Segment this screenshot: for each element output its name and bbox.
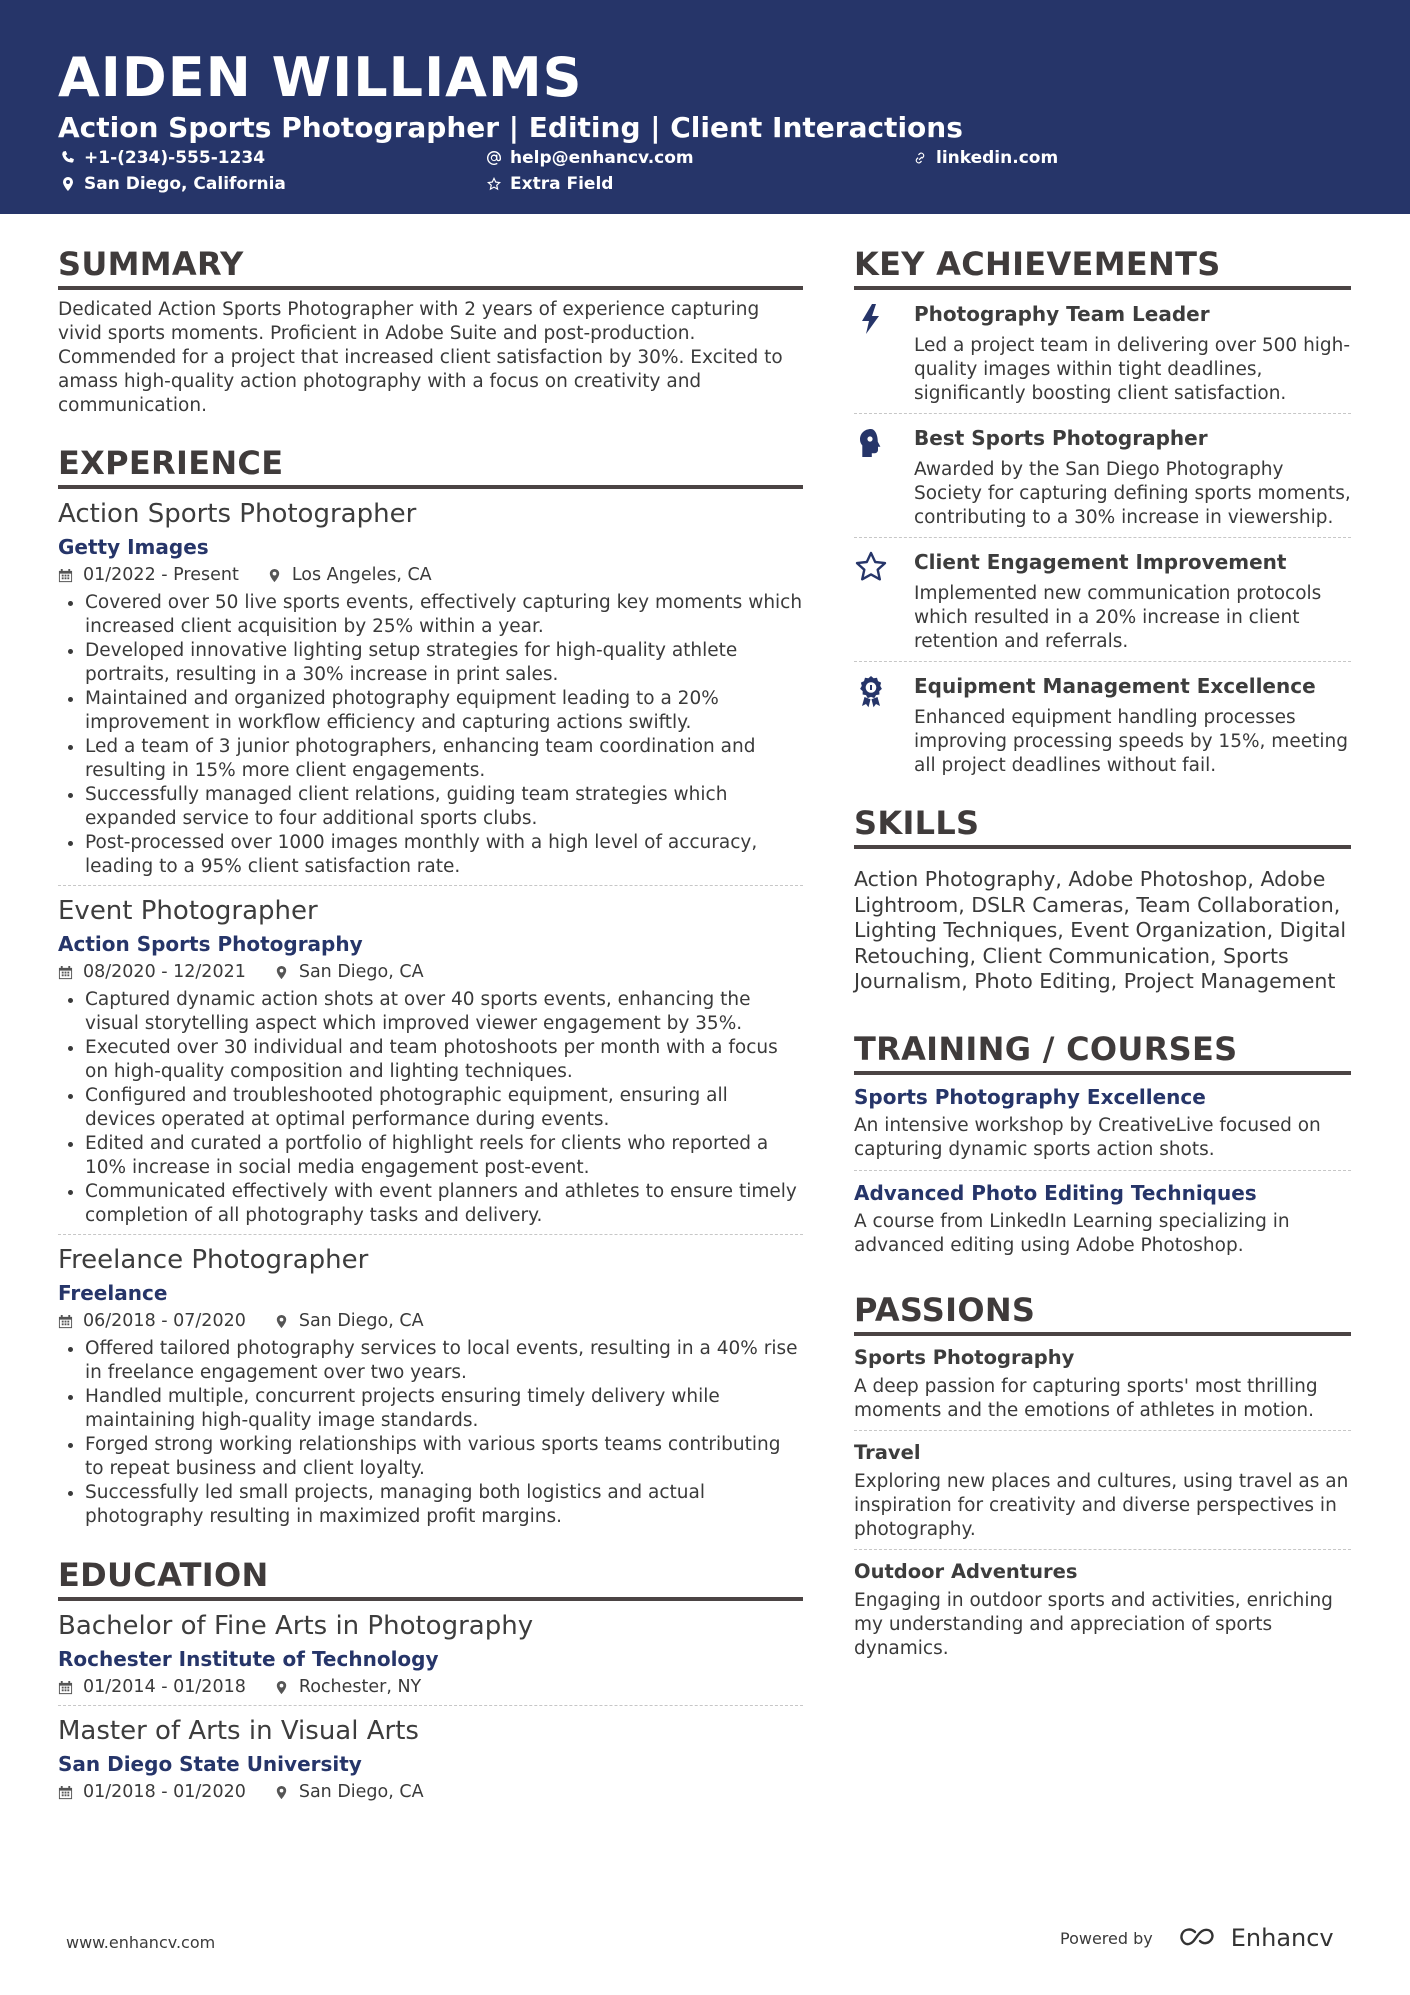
training-section — [854, 1029, 1351, 1266]
course-title: Sports Photography Excellence — [854, 1084, 1206, 1109]
experience-heading: EXPERIENCE — [58, 443, 803, 489]
job-dates: 06/2018 - 07/2020 — [83, 1311, 246, 1331]
phone-text: +1-(234)-555-1234 — [84, 148, 266, 168]
job-meta — [58, 1309, 803, 1333]
passion-description: Engaging in outdoor sports and activities, enriching my understanding and appreciation of sports dynamics. — [854, 1589, 1333, 1659]
email-text: help@enhancv.com — [510, 148, 694, 168]
job-meta — [58, 960, 803, 984]
company-name: Freelance — [58, 1281, 168, 1305]
job-location — [274, 1309, 424, 1333]
bullet-item: • Covered over 50 live sports events, effectively capturing key moments which increased client acquisition by 25% within a year. — [85, 591, 803, 639]
location-pin-icon — [267, 568, 282, 583]
education-location — [274, 1780, 424, 1804]
link-icon — [912, 150, 928, 166]
left-column — [58, 244, 803, 1810]
bullet-item: • Post-processed over 1000 images monthly with a high level of accuracy, leading to a 95% client satisfaction rate. — [85, 831, 803, 879]
passion-description: Exploring new places and cultures, using travel as an inspiration for creativity and diverse perspectives in photography. — [854, 1470, 1349, 1540]
resume-header — [0, 0, 1410, 214]
course-title: Advanced Photo Editing Techniques — [854, 1180, 1257, 1205]
achievement-description: Led a project team in delivering over 500 high-quality images within tight deadlines, significantly boosting client satisfaction. — [914, 335, 1351, 404]
at-sign-icon — [486, 150, 502, 166]
job-bullets — [58, 1337, 803, 1529]
course-item — [854, 1075, 1351, 1171]
training-heading: TRAINING / COURSES — [854, 1029, 1351, 1075]
bullet-item: • Communicated effectively with event planners and athletes to ensure timely completion of all photography tasks and delivery. — [85, 1180, 803, 1228]
education-location — [274, 1675, 421, 1699]
achievement-item — [854, 290, 1351, 414]
contact-email[interactable] — [486, 147, 694, 169]
education-heading: EDUCATION — [58, 1555, 803, 1601]
star-icon — [854, 548, 914, 654]
passion-item — [854, 1550, 1351, 1668]
calendar-icon — [58, 568, 73, 583]
right-column — [854, 244, 1351, 1668]
achievement-item — [854, 538, 1351, 662]
job-bullets — [58, 988, 803, 1228]
summary-text: Dedicated Action Sports Photographer with 2 years of experience capturing vivid sports moments. Proficient in Adobe Suite and post-production. Commended for a project that increased client satisfaction by 30%. Excited to amass high-quality action photography with a focus on creativity and communication. — [58, 299, 783, 416]
bullet-item: • Captured dynamic action shots at over 40 sports events, enhancing the visual storytelling aspect which improved viewer engagement by 35%. — [85, 988, 803, 1036]
location-text: San Diego, California — [84, 174, 286, 194]
star-outline-icon — [486, 176, 502, 192]
job-bullets — [58, 591, 803, 879]
candidate-name: AIDEN WILLIAMS — [58, 46, 583, 109]
footer-website-link[interactable]: www.enhancv.com — [66, 1933, 216, 1952]
bullet-item: • Edited and curated a portfolio of highlight reels for clients who reported a 10% increase in social media engagement post-event. — [85, 1132, 803, 1180]
job-location-text: Los Angeles, CA — [291, 565, 432, 585]
passion-title: Sports Photography — [854, 1345, 1075, 1369]
job-meta — [58, 563, 803, 587]
education-meta — [58, 1780, 803, 1804]
achievement-description: Enhanced equipment handling processes improving processing speeds by 15%, meeting all project deadlines without fail. — [914, 707, 1348, 776]
bullet-item: • Successfully managed client relations, guiding team strategies which expanded service to four additional sports clubs. — [85, 783, 803, 831]
school-name: Rochester Institute of Technology — [58, 1647, 439, 1671]
achievement-item — [854, 414, 1351, 538]
experience-item — [58, 489, 803, 886]
achievement-title: Client Engagement Improvement — [914, 550, 1287, 574]
enhancv-logo[interactable] — [1175, 1924, 1334, 1952]
calendar-icon — [58, 965, 73, 980]
contact-phone[interactable] — [60, 147, 265, 169]
enhancv-logo-icon — [1175, 1925, 1225, 1951]
degree-title: Bachelor of Fine Arts in Photography — [58, 1611, 534, 1641]
degree-title: Master of Arts in Visual Arts — [58, 1716, 419, 1746]
experience-item — [58, 1235, 803, 1535]
bullet-item: • Developed innovative lighting setup strategies for high-quality athlete portraits, resulting in a 30% increase in print sales. — [85, 639, 803, 687]
passion-item — [854, 1336, 1351, 1431]
skills-heading: SKILLS — [854, 803, 1351, 849]
education-item — [58, 1706, 803, 1810]
location-pin-icon — [60, 176, 76, 192]
bullet-item: • Configured and troubleshooted photographic equipment, ensuring all devices operated at optimal performance during events. — [85, 1084, 803, 1132]
passions-section — [854, 1290, 1351, 1668]
achievements-section — [854, 244, 1351, 785]
location-pin-icon — [274, 1785, 289, 1800]
footer-branding — [1060, 1924, 1334, 1952]
job-location-text: San Diego, CA — [298, 1311, 424, 1331]
education-meta — [58, 1675, 803, 1699]
skills-list: Action Photography, Adobe Photoshop, Adobe Lightroom, DSLR Cameras, Team Collaboration, Lighting Techniques, Event Organization, Digital Retouching, Client Communication, Sports Journalism, Photo Editing, Project Management — [854, 867, 1347, 993]
contact-extra — [486, 173, 613, 195]
powered-by-label: Powered by — [1060, 1928, 1153, 1948]
extra-text: Extra Field — [510, 174, 614, 194]
achievement-item — [854, 662, 1351, 785]
education-dates: 01/2014 - 01/2018 — [83, 1677, 246, 1697]
bullet-item: • Successfully led small projects, managing both logistics and actual photography resulting in maximized profit margins. — [85, 1481, 803, 1529]
job-location — [267, 563, 432, 587]
award-medal-icon — [854, 672, 914, 778]
calendar-icon — [58, 1785, 73, 1800]
passions-heading: PASSIONS — [854, 1290, 1351, 1336]
education-location-text: Rochester, NY — [298, 1677, 422, 1697]
achievement-title: Best Sports Photographer — [914, 426, 1208, 450]
contact-location — [60, 173, 286, 195]
passion-item — [854, 1431, 1351, 1550]
passion-description: A deep passion for capturing sports' most thrilling moments and the emotions of athletes in motion. — [854, 1375, 1318, 1421]
passion-title: Travel — [854, 1440, 921, 1464]
location-pin-icon — [274, 1314, 289, 1329]
achievement-description: Awarded by the San Diego Photography Society for capturing defining sports moments, contributing to a 30% increase in viewership. — [914, 459, 1351, 528]
education-dates: 01/2018 - 01/2020 — [83, 1782, 246, 1802]
education-item — [58, 1601, 803, 1706]
contact-website[interactable] — [912, 147, 1058, 169]
experience-section — [58, 443, 803, 1535]
course-item — [854, 1171, 1351, 1266]
bullet-item: • Offered tailored photography services to local events, resulting in a 40% rise in freelance engagement over two years. — [85, 1337, 803, 1385]
bullet-item: • Forged strong working relationships with various sports teams contributing to repeat business and client loyalty. — [85, 1433, 803, 1481]
school-name: San Diego State University — [58, 1752, 362, 1776]
education-section — [58, 1555, 803, 1810]
job-dates: 01/2022 - Present — [83, 565, 239, 585]
bullet-item: • Executed over 30 individual and team photoshoots per month with a focus on high-quality composition and lighting techniques. — [85, 1036, 803, 1084]
passion-title: Outdoor Adventures — [854, 1559, 1078, 1583]
location-pin-icon — [274, 965, 289, 980]
education-location-text: San Diego, CA — [298, 1782, 424, 1802]
head-profile-icon — [854, 424, 914, 530]
skills-section — [854, 803, 1351, 995]
job-dates: 08/2020 - 12/2021 — [83, 962, 246, 982]
website-text: linkedin.com — [936, 148, 1059, 168]
job-location — [274, 960, 424, 984]
bullet-item: • Handled multiple, concurrent projects ensuring timely delivery while maintaining high-quality image standards. — [85, 1385, 803, 1433]
calendar-icon — [58, 1680, 73, 1695]
company-name: Action Sports Photography — [58, 932, 363, 956]
job-title: Event Photographer — [58, 896, 318, 926]
summary-section — [58, 244, 803, 418]
phone-icon — [60, 150, 76, 166]
enhancv-logo-text: Enhancv — [1230, 1924, 1334, 1952]
course-description: A course from LinkedIn Learning specializing in advanced editing using Adobe Photoshop. — [854, 1210, 1290, 1256]
experience-item — [58, 886, 803, 1235]
bullet-item: • Led a team of 3 junior photographers, enhancing team coordination and resulting in 15% more client engagements. — [85, 735, 803, 783]
company-name: Getty Images — [58, 535, 209, 559]
course-description: An intensive workshop by CreativeLive focused on capturing dynamic sports action shots. — [854, 1114, 1321, 1160]
job-title: Freelance Photographer — [58, 1245, 369, 1275]
achievements-heading: KEY ACHIEVEMENTS — [854, 244, 1351, 290]
job-location-text: San Diego, CA — [298, 962, 424, 982]
bullet-item: • Maintained and organized photography equipment leading to a 20% improvement in workflow efficiency and capturing actions swiftly. — [85, 687, 803, 735]
job-title: Action Sports Photographer — [58, 499, 417, 529]
summary-heading: SUMMARY — [58, 244, 803, 290]
achievement-description: Implemented new communication protocols which resulted in a 20% increase in client retention and referrals. — [914, 583, 1322, 652]
calendar-icon — [58, 1314, 73, 1329]
achievement-title: Equipment Management Excellence — [914, 674, 1316, 698]
lightning-bolt-icon — [854, 300, 914, 406]
achievement-title: Photography Team Leader — [914, 302, 1210, 326]
location-pin-icon — [274, 1680, 289, 1695]
candidate-headline: Action Sports Photographer | Editing | Client Interactions — [58, 111, 963, 144]
